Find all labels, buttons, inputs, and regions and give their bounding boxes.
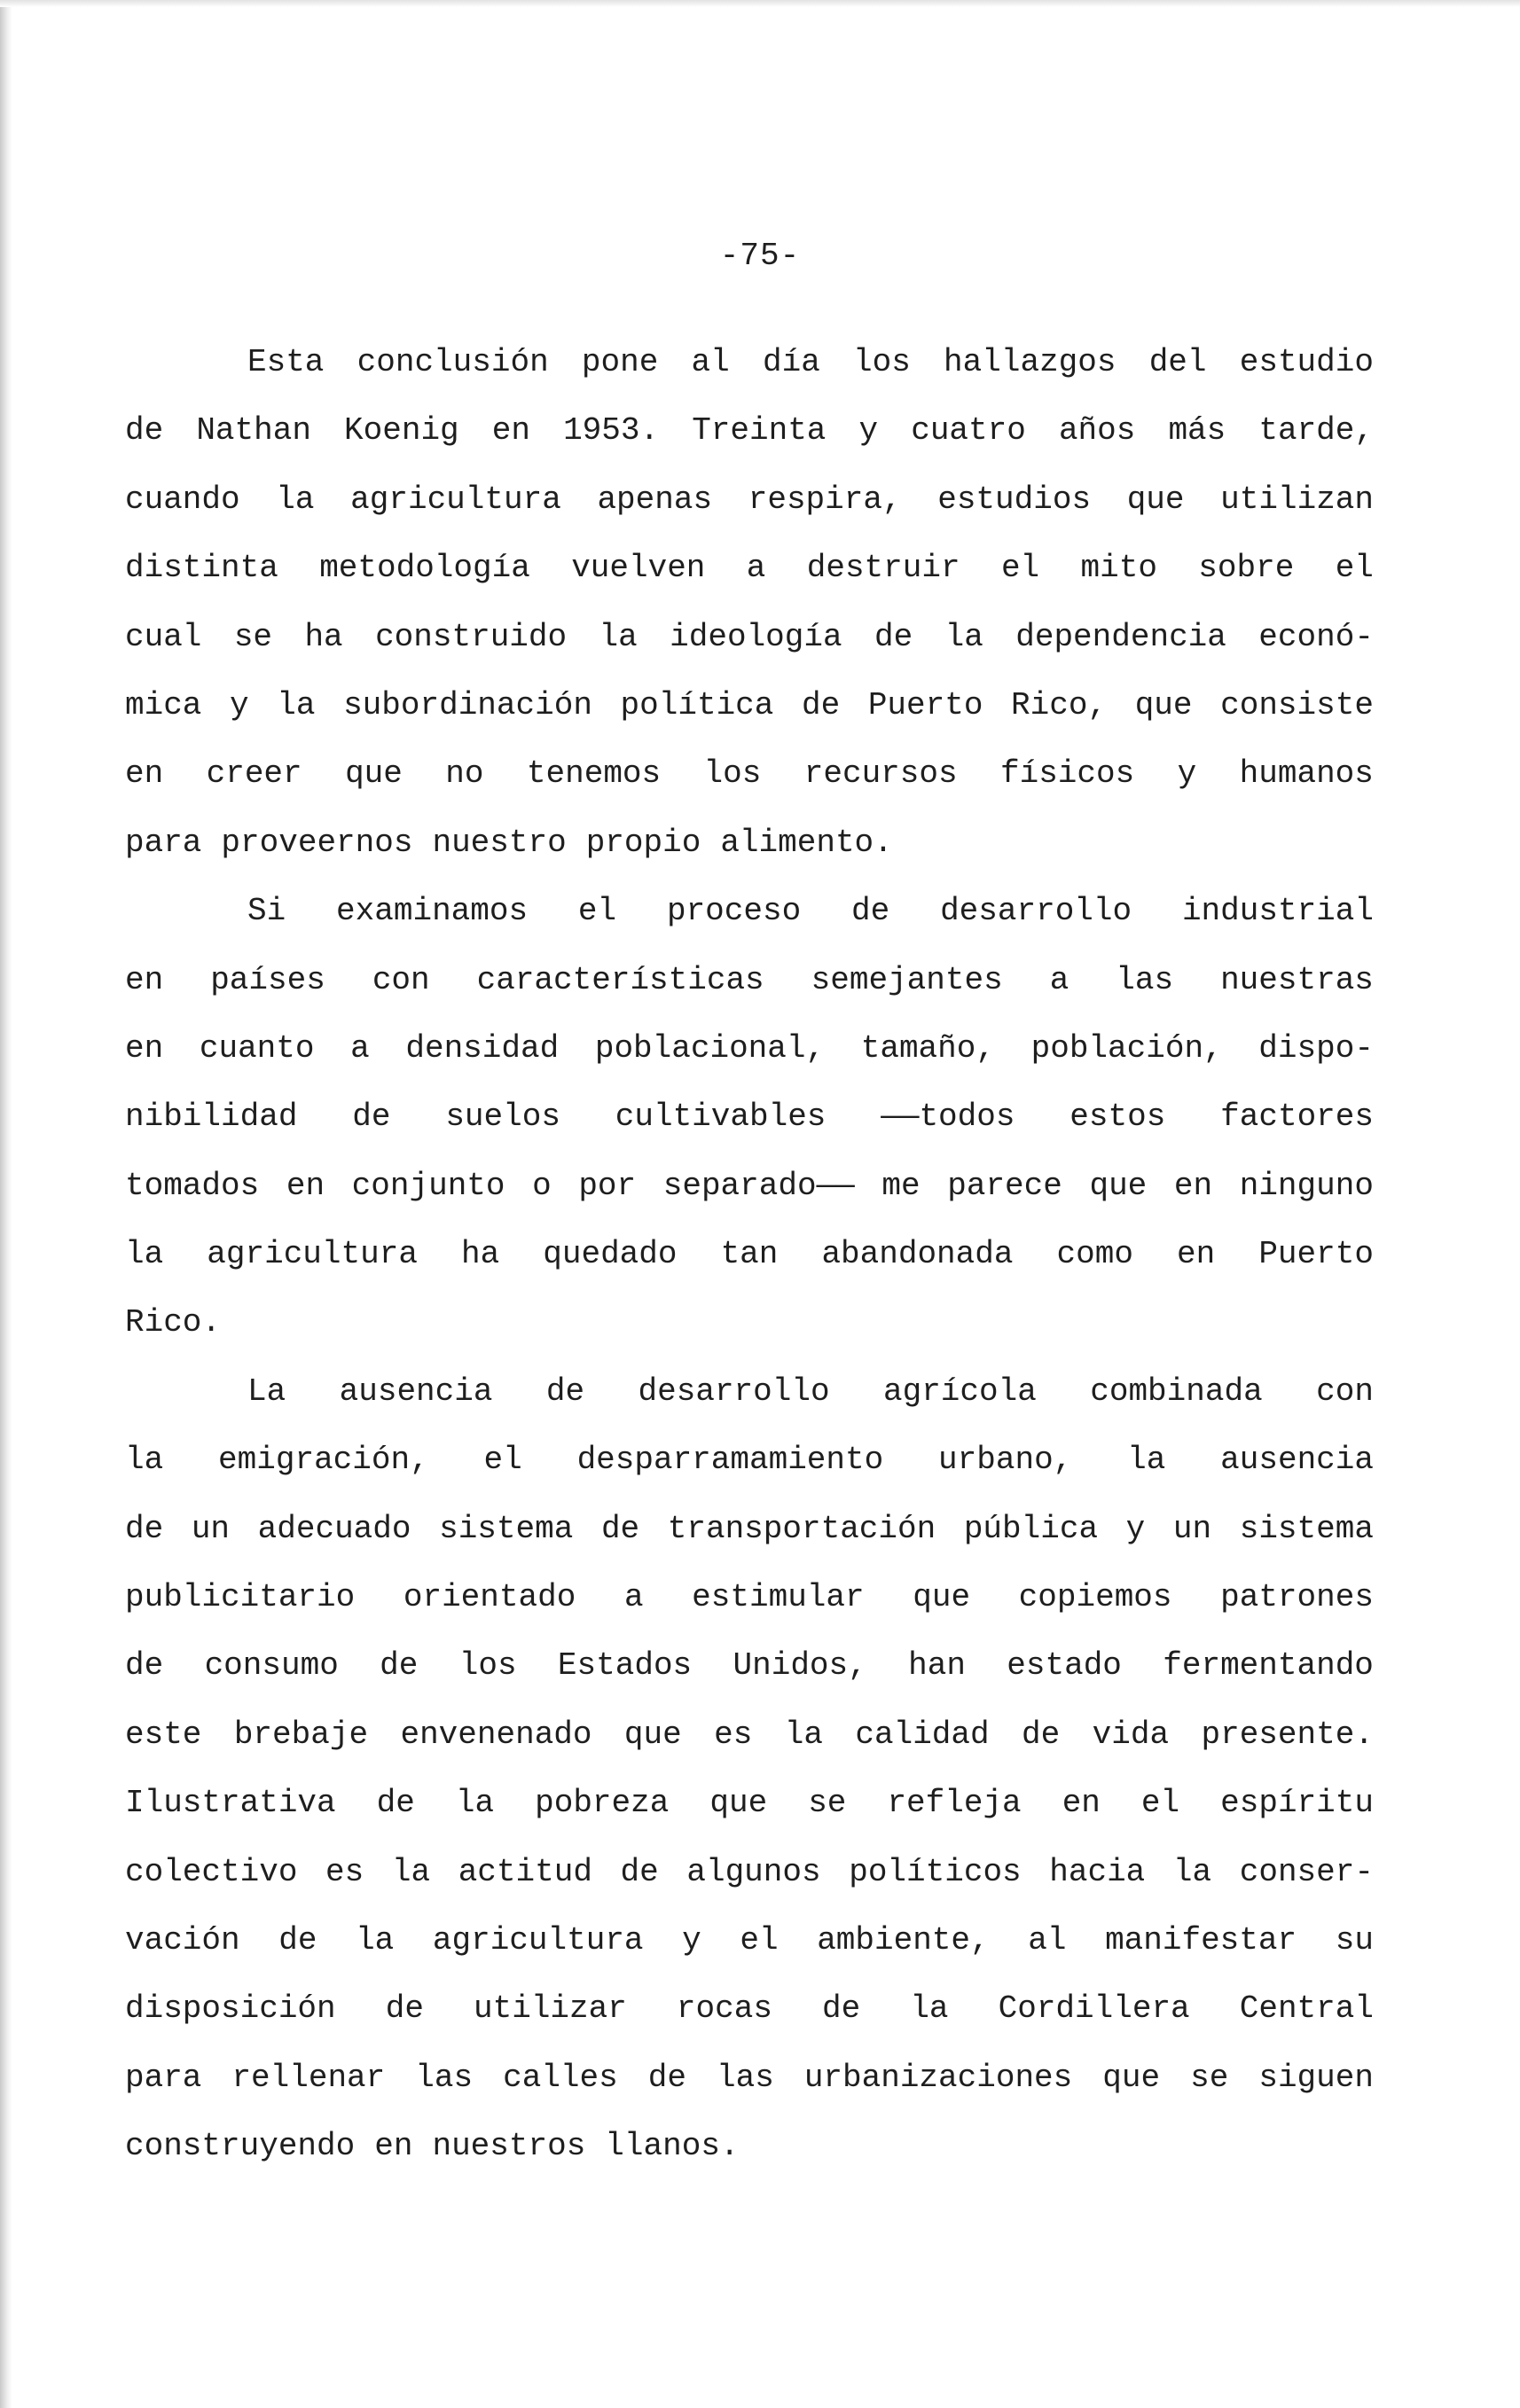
text-line: la emigración, el desparramamiento urbano, la ausencia (125, 1442, 1374, 1479)
page-number: -75- (719, 238, 801, 274)
text-line: Esta conclusión pone al día los hallazgos del estudio (247, 344, 1374, 380)
text-line: de un adecuado sistema de transportación pública y un sistema (125, 1510, 1374, 1547)
text-line: este brebaje envenenado que es la calidad de vida presente. (125, 1716, 1374, 1753)
text-line: vación de la agricultura y el ambiente, al manifestar su (125, 1921, 1374, 1958)
text-line: distinta metodología vuelven a destruir el mito sobre el (125, 550, 1374, 587)
text-line: tomados en conjunto o por separado—— me parece que en ninguno (125, 1167, 1374, 1204)
scan-shadow-edge (0, 0, 12, 2408)
text-line: Ilustrativa de la pobreza que se refleja en el espíritu (125, 1785, 1374, 1822)
scan-shadow-top (0, 0, 1520, 7)
text-line: publicitario orientado a estimular que copiemos patrones (125, 1579, 1374, 1616)
body-text (125, 328, 1374, 2181)
text-line: La ausencia de desarrollo agrícola combinada con (247, 1372, 1374, 1410)
text-line: la agricultura ha quedado tan abandonada como en Puerto (125, 1236, 1374, 1273)
text-line: colectivo es la actitud de algunos políticos hacia la conser- (125, 1853, 1374, 1890)
text-line: de consumo de los Estados Unidos, han estado fermentando (125, 1647, 1374, 1685)
text-line: nibilidad de suelos cultivables ——todos estos factores (125, 1098, 1374, 1136)
text-line: Si examinamos el proceso de desarrollo industrial (247, 893, 1374, 930)
text-line: Rico. (125, 1304, 222, 1341)
text-line: para rellenar las calles de las urbanizaciones que se siguen (125, 2059, 1374, 2096)
text-line: de Nathan Koenig en 1953. Treinta y cuatro años más tarde, (125, 412, 1374, 450)
text-line: cual se ha construido la ideología de la dependencia econó- (125, 618, 1374, 655)
text-line: mica y la subordinación política de Puerto Rico, que consiste (125, 686, 1374, 723)
text-line: en cuanto a densidad poblacional, tamaño, población, dispo- (125, 1029, 1374, 1067)
text-line: construyendo en nuestros llanos. (125, 2128, 740, 2165)
text-line: disposición de utilizar rocas de la Cordillera Central (125, 1990, 1374, 2028)
text-line: cuando la agricultura apenas respira, estudios que utilizan (125, 481, 1374, 518)
text-line: en creer que no tenemos los recursos físicos y humanos (125, 755, 1374, 793)
text-line: en países con características semejantes a las nuestras (125, 961, 1374, 998)
text-line: para proveernos nuestro propio alimento. (125, 824, 893, 861)
